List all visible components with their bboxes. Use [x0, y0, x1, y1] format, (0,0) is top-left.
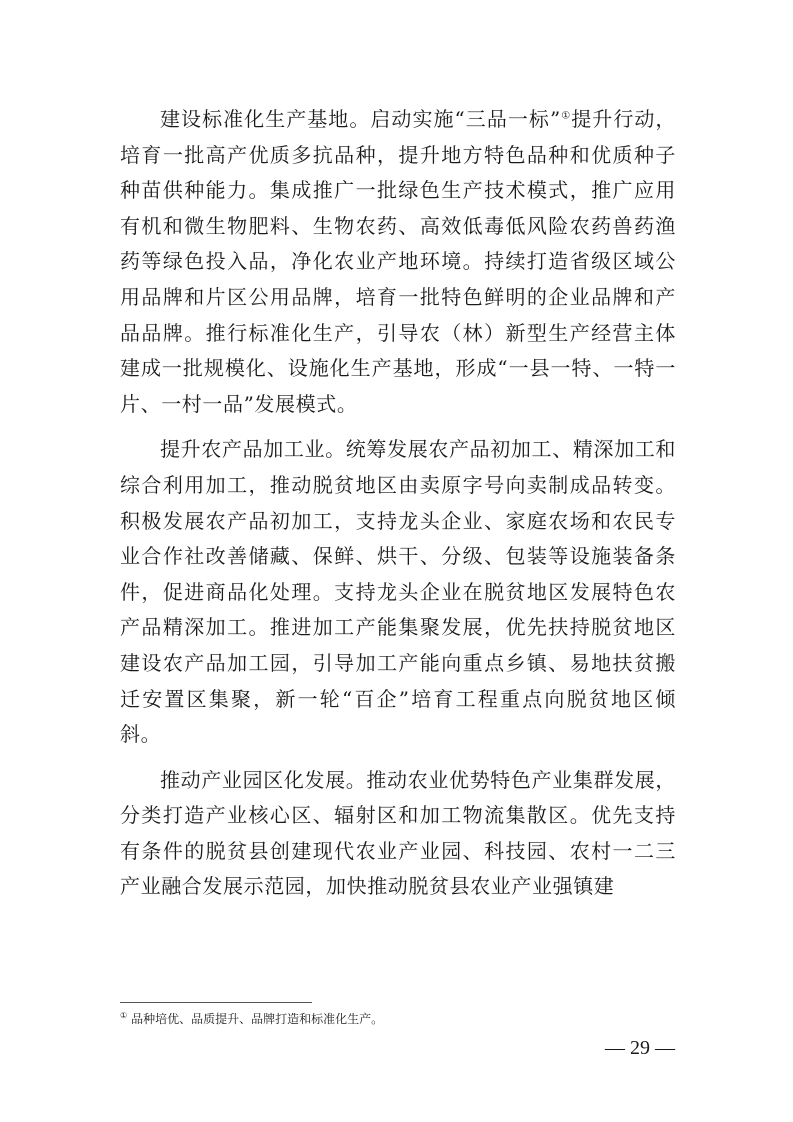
- paragraph-text-before-mark: 建设标准化生产基地。启动实施“三品一标”: [160, 107, 561, 131]
- footnote-divider: [120, 1002, 312, 1003]
- page-number: — 29 —: [605, 1037, 675, 1059]
- paragraph-standardized-production: [120, 102, 676, 422]
- footnote-text: 品种培优、品质提升、品牌打造和标准化生产。: [131, 1012, 384, 1026]
- footnote: [120, 1010, 676, 1028]
- paragraph-text-after-mark: 提升行动，培育一批高产优质多抗品种，提升地方特色品种和优质种子种苗供种能力。集成推广一批绿色生产技术模式，推广应用有机和微生物肥料、生物农药、高效低毒低风险农药兽药渔药等绿色投入品，净化农业产地环境。持续打造省级区域公用品牌和片区公用品牌，培育一批特色鲜明的企业品牌和产品品牌。推行标准化生产，引导农（林）新型生产经营主体建成一批规模化、设施化生产基地，形成“一县一特、一特一片、一村一品”发展模式。: [120, 107, 677, 416]
- paragraph-processing-industry: 提升农产品加工业。统筹发展农产品初加工、精深加工和综合利用加工，推动脱贫地区由卖原字号向卖制成品转变。积极发展农产品初加工，支持龙头企业、家庭农场和农民专业合作社改善储藏、保鲜、烘干、分级、包装等设施装备条件，促进商品化处理。支持龙头企业在脱贫地区发展特色农产品精深加工。推进加工产能集聚发展，优先扶持脱贫地区建设农产品加工园，引导加工产能向重点乡镇、易地扶贫搬迁安置区集聚，新一轮“百企”培育工程重点向脱贫地区倾斜。: [120, 437, 676, 747]
- footnote-reference-mark: ①: [560, 110, 572, 122]
- body-text: [120, 102, 676, 915]
- footnote-mark: ①: [120, 1011, 128, 1020]
- paragraph-industrial-parks: 推动产业园区化发展。推动农业优势特色产业集群发展，分类打造产业核心区、辐射区和加工物流集散区。优先支持有条件的脱贫县创建现代农业产业园、科技园、农村一二三产业融合发展示范园，加快推动脱贫县农业产业强镇建: [120, 767, 676, 899]
